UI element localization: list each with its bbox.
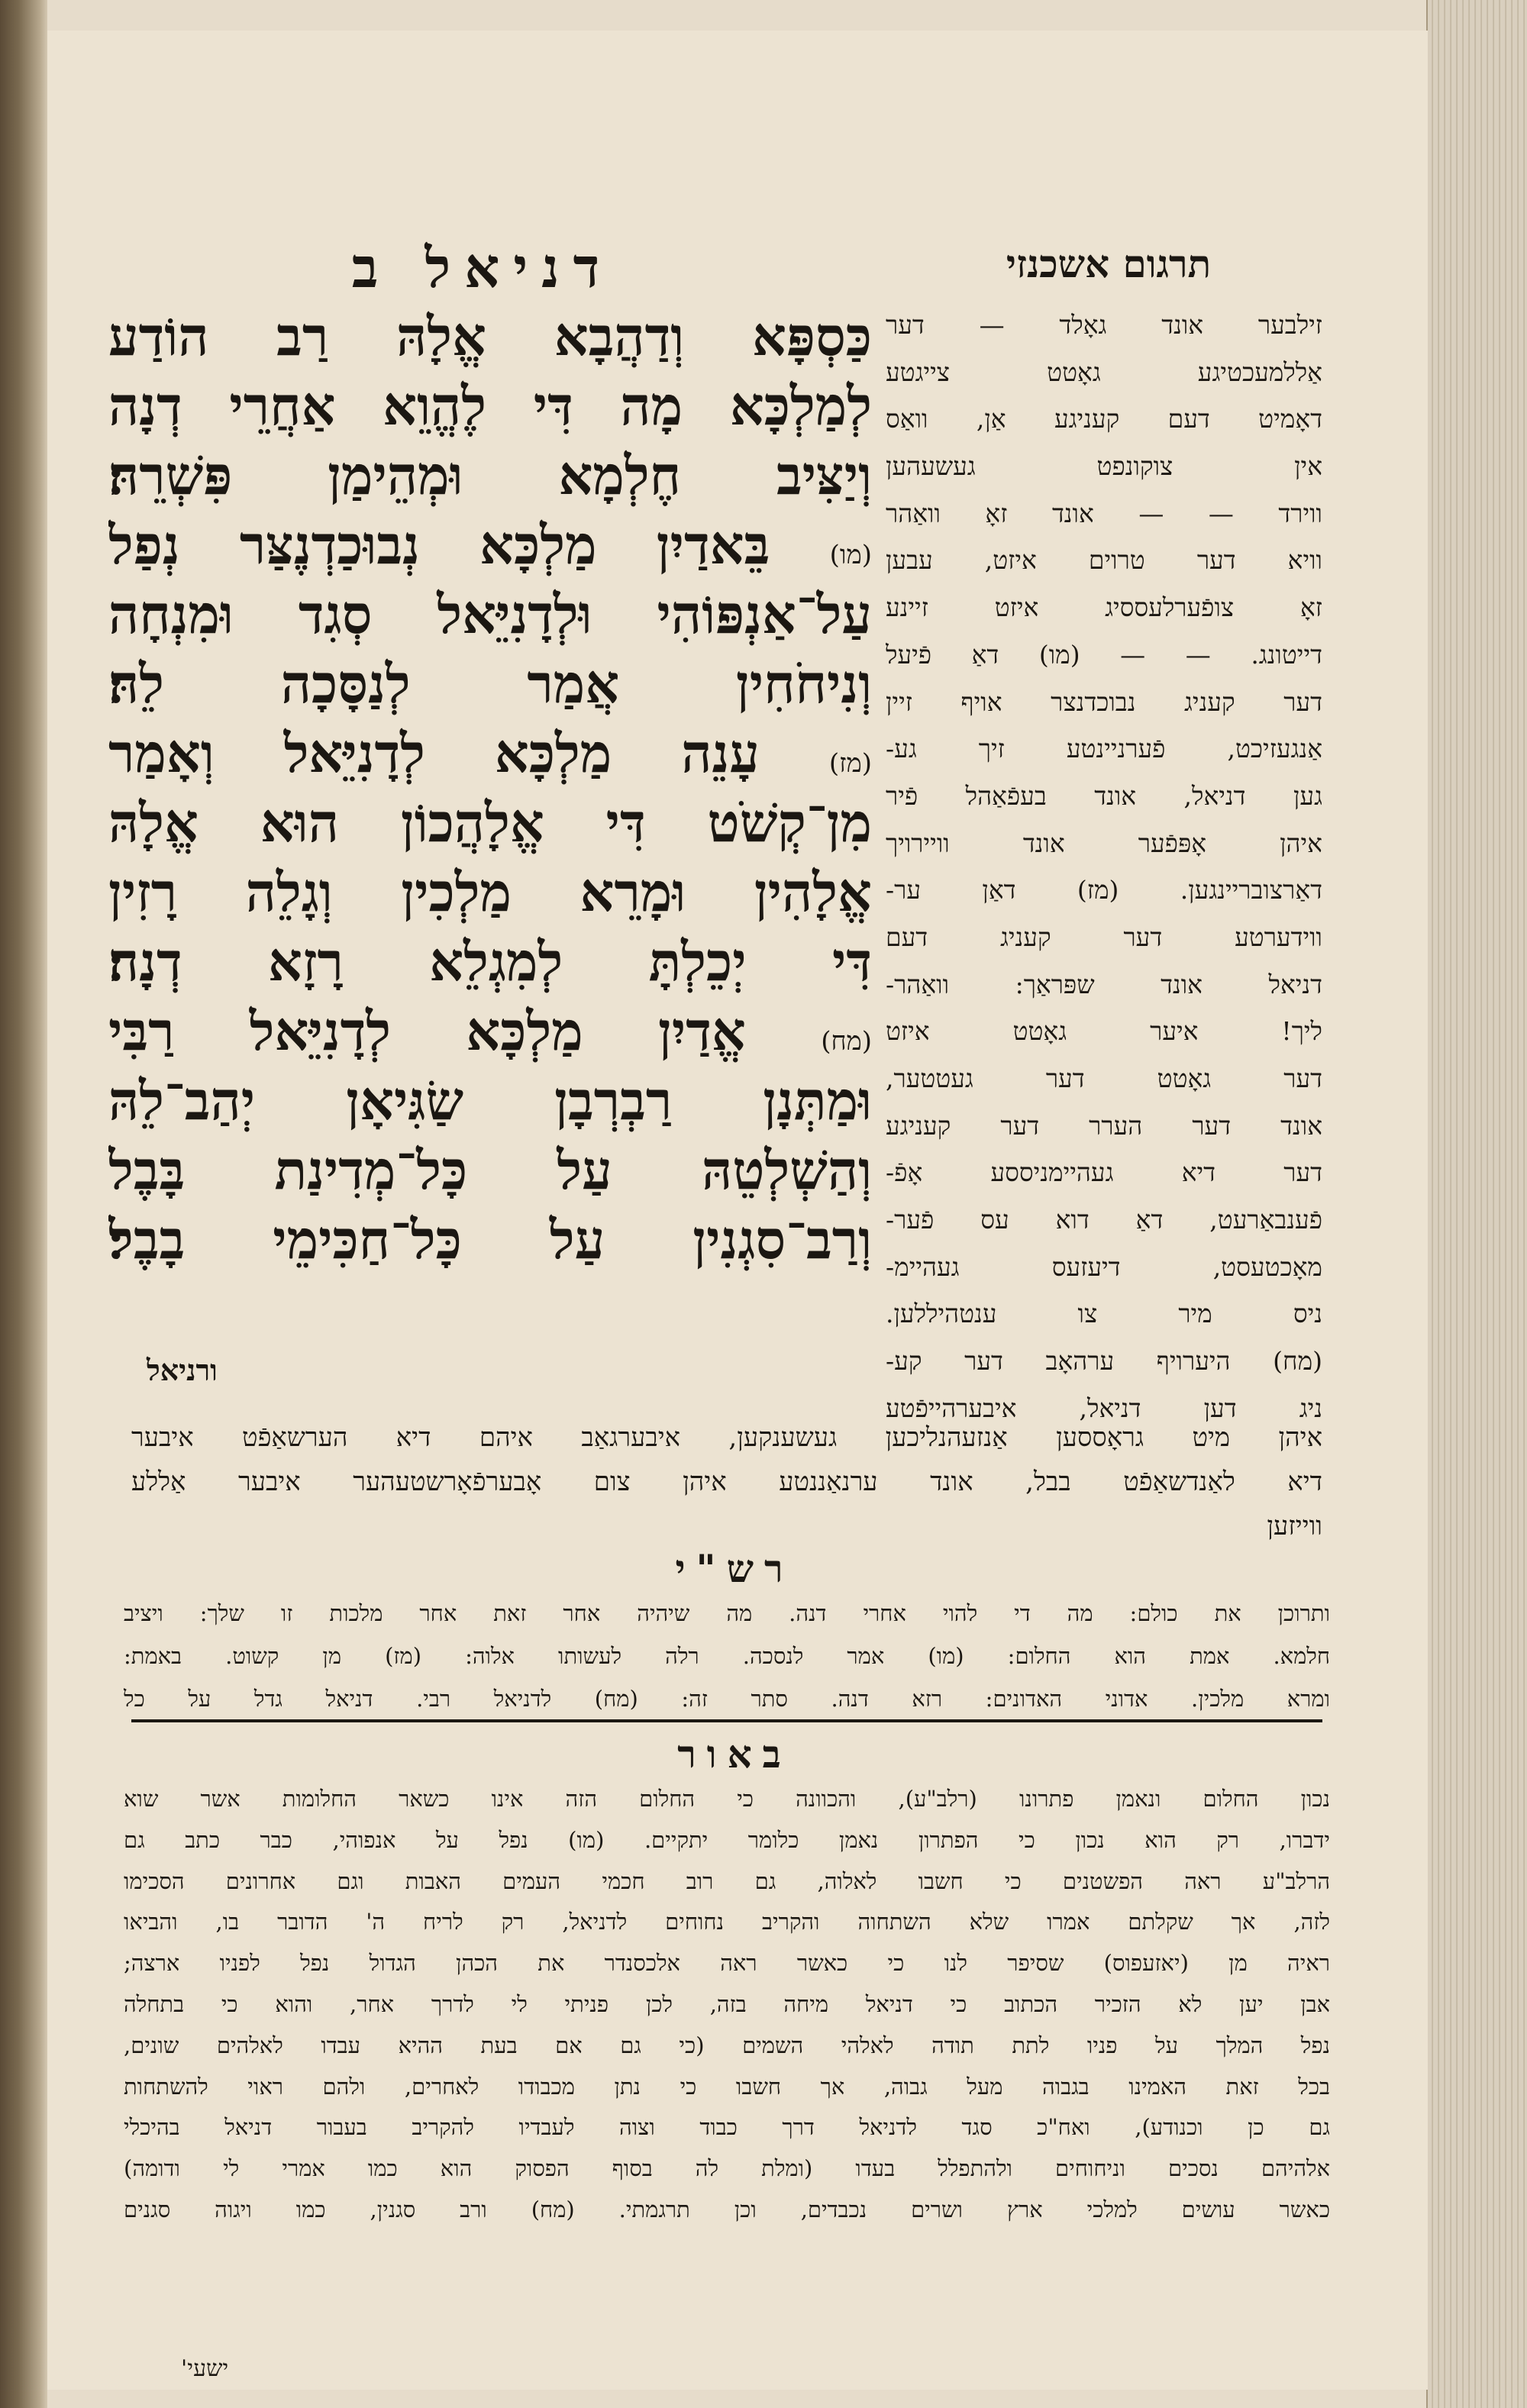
aramaic-line-text: מִן־קְשֹׁט דִּי אֱלָהֲכוֹן הוּא אֱלָהּ — [108, 791, 872, 854]
biur-line: נכון החלום ונאמן פתרונו (רלב"ע), והכוונה כי החלום הזה אינו כשאר החלומות אשר שוא — [124, 1786, 1330, 1812]
verse-number: (מו) — [829, 540, 872, 570]
aramaic-line-text: כַּסְפָּא וְדַהֲבָא אֱלָהּ רַב הוֹדַע — [108, 305, 872, 368]
german-line: ווידערטע דער קעניג דעם — [886, 922, 1322, 952]
aramaic-line — [108, 996, 872, 1066]
aramaic-line-text: אֱדַיִן מַלְכָּא לְדָנִיֵּאל רַבִּי — [108, 999, 746, 1063]
aramaic-line-text: עַל־אַנְפּוֹהִי וּלְדָנִיֵּאל סְגִד וּמִנְחָה — [108, 583, 872, 646]
column-title: תרגום אשכנזי — [1006, 241, 1212, 286]
book-spine-edge — [0, 0, 47, 2408]
german-line: פֿענבאַרעט, דאַ דוא עס פֿער- — [886, 1205, 1322, 1235]
biur-line: נפל המלך על פניו לתת תודה לאלהי השמים (כי גם אם בעת ההיא עבדו לאלהים שונים, — [124, 2032, 1330, 2058]
german-translation-column — [886, 302, 1322, 1432]
aramaic-line — [108, 302, 872, 371]
biur-line: ראיה מן (יאזעפוס) שסיפר לנו כי כאשר ראה אלכסנדר את הכהן הגדול נפל לפניו ארצה; — [124, 1950, 1330, 1977]
aramaic-line — [108, 1205, 872, 1274]
german-line: אונד דער הערר דער קעניגע — [886, 1110, 1322, 1141]
german-line: ניס מיר צו ענטהיללען. — [886, 1299, 1322, 1329]
aramaic-line-text: וְיַצִּיב חֶלְמָא וּמְהֵימַן פִּשְׁרֵהּ׃ — [108, 444, 872, 507]
biur-catchword: ישעי' — [181, 2355, 229, 2382]
german-line: איהן מיט גראָססען אַנזעהנליכען געשענקען, איבערגאַב איהם דיא הערשאַפֿט איבער — [131, 1422, 1322, 1453]
german-line: דניאל אונד שפּראַך: וואַהר- — [886, 969, 1322, 999]
book-page — [47, 31, 1428, 2390]
aramaic-line-text: לְמַלְכָּא מָה דִּי לֶהֱוֵא אַחֲרֵי דְנָה — [108, 374, 872, 437]
rashi-heading: רש"י — [675, 1546, 794, 1591]
biur-commentary — [124, 1779, 1330, 2231]
german-line: מאָכטעסט, דיעזעס געהיימ- — [886, 1251, 1322, 1282]
verse-number: (מז) — [828, 748, 872, 779]
german-line: אַנגעזיכט, פֿערניינטע זיך גע- — [886, 734, 1322, 764]
aramaic-line — [108, 441, 872, 510]
german-line: דיא לאַנדשאַפֿט בבל, אונד ערנאַננטע איהן צום אָבערפֿאָרשטעהער איבער אַללע — [131, 1467, 1322, 1497]
aramaic-line-text: בֵּאדַיִן מַלְכָּא נְבוּכַדְנֶצַּר נְפַל — [108, 513, 770, 576]
verse-number: (מח) — [821, 1026, 872, 1057]
aramaic-line-text: וְרַב־סִגְנִין עַל כָּל־חַכִּימֵי בָבֶל׃ — [108, 1208, 872, 1271]
aramaic-line-text: וְנִיחֹחִין אֲמַר לְנַסָּכָה לֵהּ׃ — [108, 652, 872, 715]
german-line: דאַרצובריינגען. (מז) דאַן ער- — [886, 875, 1322, 905]
german-line: אַללמעכטיגע גאָטט צייגטע — [886, 357, 1322, 387]
aramaic-line-text: אֱלָהִין וּמָרֵא מַלְכִין וְגָלֵה רָזִין — [108, 860, 872, 924]
aramaic-line — [108, 371, 872, 441]
page-stack-edge — [1426, 0, 1527, 2408]
aramaic-line — [108, 1066, 872, 1135]
german-line: דייטונג. — — (מו) דאַ פֿיעל — [886, 639, 1322, 670]
biur-line: הרלב"ע ראה הפשטנים כי חשבו לאלוה, גם רוב חכמי העמים האבות וגם אחרונים הסכימו — [124, 1867, 1330, 1894]
rashi-line: ומרא מלכין. אדוני האדונים: רזא דנה. סתר זה: (מח) לדניאל רבי. דניאל גדל על כל — [124, 1686, 1330, 1712]
biur-line: לזה, אך שקלתם אמרו שלא השתחוה והקריב נחוחים לדניאל, רק לריח ה' הדובר בו, והביאו — [124, 1909, 1330, 1935]
german-line: איהן אָפּפֿער אונד וויירויך — [886, 828, 1322, 858]
german-line: דער גאָטט דער געטטער, — [886, 1064, 1322, 1093]
german-line: דאָמיט דעם קעניגע אַן, וואַס — [886, 404, 1322, 434]
german-line: ליך! איער גאָטט איזט — [886, 1016, 1322, 1047]
aramaic-line-text: עָנֵה מַלְכָּא לְדָנִיֵּאל וְאָמַר — [108, 721, 760, 785]
biur-line: אלהיהם נסכים וניחוחים ולהתפלל בעדו (ומלת לה בסוף הפסוק הוא כמו אמרי לי ודומה) — [124, 2155, 1330, 2182]
german-line: דער קעניג נבוכדנצר אויף זיין — [886, 686, 1322, 717]
biur-line: כאשר עושים למלכי ארץ ושרים נכבדים, וכן תרגמתי. (מח) ורב סגנין, כמו ויגוה סגנים — [124, 2196, 1330, 2222]
biur-line: ידברו, רק הוא נכון כי הפתרון נאמן כלומר יתקיים. (מו) נפל על אנפוהי, כבר כתב גם — [124, 1826, 1330, 1853]
german-line: אין צוקונפט געשעהען — [886, 451, 1322, 482]
german-translation-continuation — [131, 1415, 1322, 1548]
rashi-line: ותרוכן את כולם: מה די להוי אחרי דנה. מה שיהיה אחר זאת אחר מלכות זו שלך: ויציב — [124, 1600, 1330, 1626]
aramaic-line-text: וְהַשְׁלְטֵהּ עַל כָּל־מְדִינַת בָּבֶל — [108, 1138, 872, 1202]
aramaic-line — [108, 510, 872, 579]
chapter-title: דניאל ב — [351, 235, 614, 300]
german-line: זאָ צופֿערלעססיג איזט זיינע — [886, 592, 1322, 623]
german-line: ניג דען דניאל, איבערהייפֿטע — [886, 1393, 1322, 1423]
aramaic-line — [108, 718, 872, 788]
german-line: גען דניאל, אונד בעפֿאַהל פֿיר — [886, 780, 1322, 811]
german-line: ווייזען — [1267, 1511, 1322, 1541]
aramaic-text-block — [108, 302, 872, 1274]
section-divider — [131, 1719, 1322, 1722]
aramaic-line — [108, 649, 872, 718]
german-line: זילבער אונד גאָלד — דער — [886, 310, 1322, 340]
aramaic-line — [108, 857, 872, 927]
biur-line: אבן יען לא הזכיר הכתוב כי דניאל מיחה בזה, לכן פניתי לי לדרך אחר, והוא כי בתחלה — [124, 1990, 1330, 2017]
aramaic-line — [108, 1135, 872, 1205]
aramaic-catchword: ורניאל — [147, 1353, 218, 1387]
biur-heading: באור — [677, 1732, 792, 1777]
biur-line: גם כן וכנודע), ואח"כ סגד לדניאל דרך כבוד וצוה לעבדיו להקריב בעבור דניאל בהיכלי — [124, 2114, 1330, 2141]
german-line: (מח) היערויף ערהאָב דער קע- — [886, 1346, 1322, 1377]
aramaic-line-text: דִּי יְכֵלְתָּ לְמִגְלֵא רָזָא דְנָה׃ — [108, 930, 872, 993]
aramaic-line — [108, 788, 872, 857]
german-line: דער דיא געהיימניססע אָפֿ- — [886, 1157, 1322, 1188]
biur-line: בכל זאת האמינו בגבוה מעל גבוה, אך חשבו כי נתן מכבודו לאחרים, ולהם ראוי להשתחות — [124, 2073, 1330, 2100]
german-line: וויא דער טרוים איזט, עבען — [886, 545, 1322, 576]
aramaic-line-text: וּמַתְּנָן רַבְרְבָן שַׂגִּיאָן יְהַב־לֵהּ — [108, 1069, 872, 1132]
rashi-commentary — [124, 1592, 1330, 1720]
rashi-line: חלמא. אמת הוא החלום: (מו) אמר לנסכה. רלה לעשותו אלוה: (מז) מן קשוט. באמת: — [124, 1643, 1330, 1669]
german-line: ווירד — — אונד זאָ וואַהר — [886, 498, 1322, 528]
aramaic-line — [108, 579, 872, 649]
aramaic-line — [108, 927, 872, 996]
